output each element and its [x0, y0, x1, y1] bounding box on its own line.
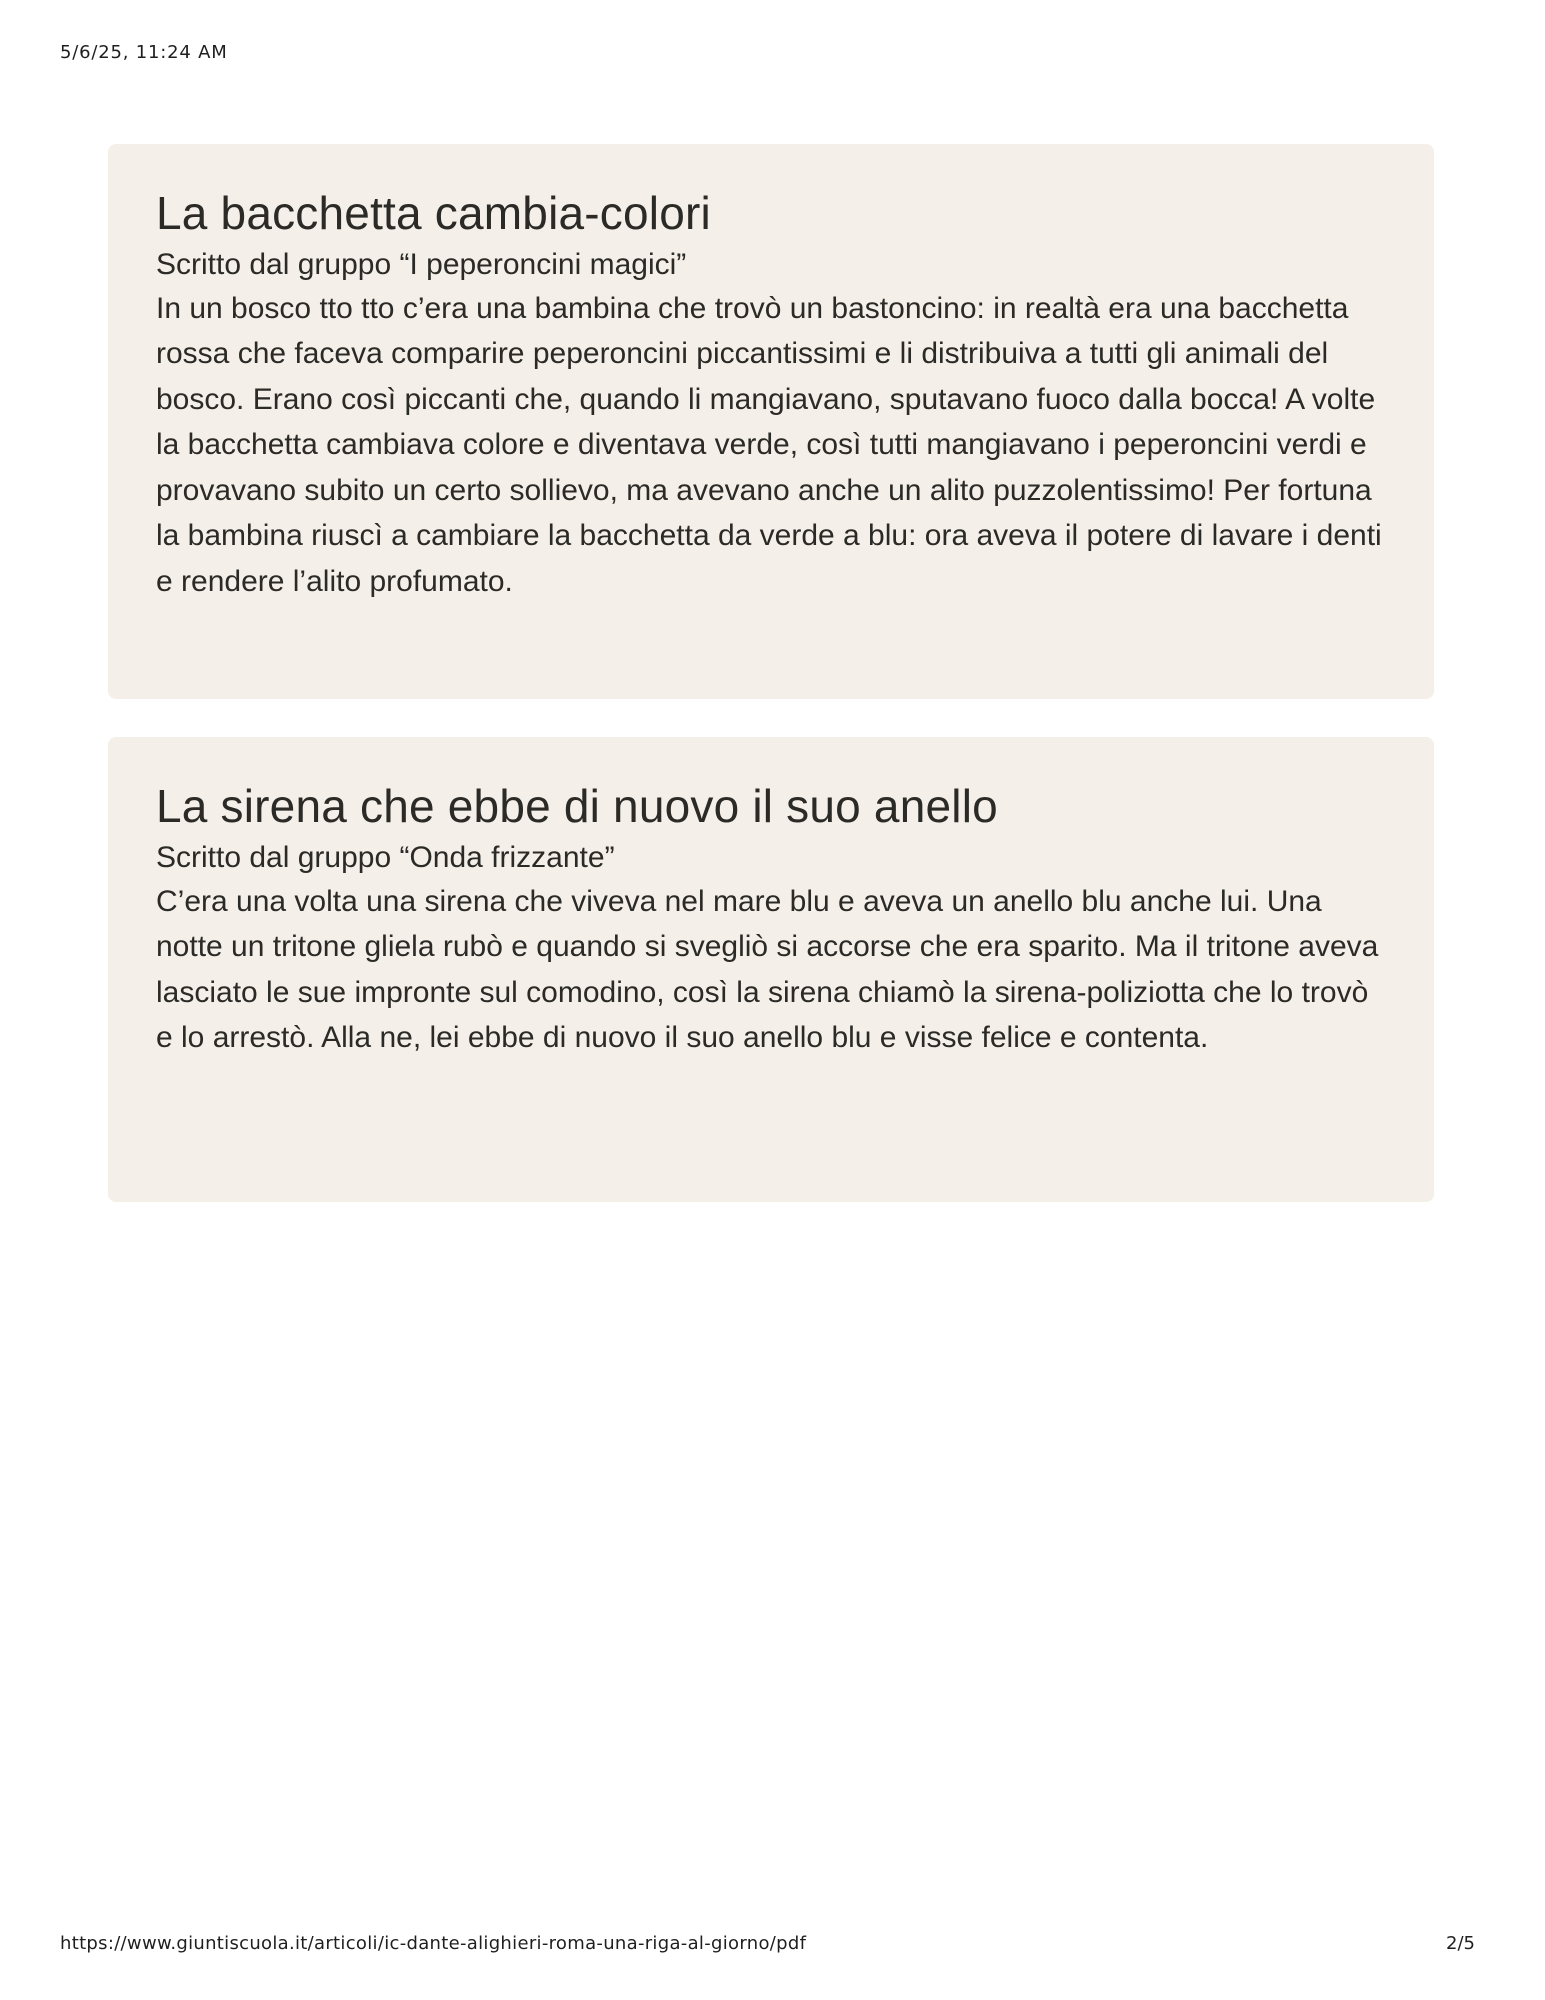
- story-card: [108, 737, 1434, 1202]
- print-footer-url: https://www.giuntiscuola.it/articoli/ic-dante-alighieri-roma-una-riga-al-giorno/pdf: [60, 1933, 807, 1954]
- story-card: [108, 144, 1434, 699]
- story-author: Scritto dal gruppo “I peperoncini magici”: [156, 248, 687, 282]
- story-body: In un bosco tto tto c’era una bambina che trovò un bastoncino: in realtà era una bacchetta rossa che faceva comparire peperoncini piccantissimi e li distribuiva a tutti gli animali del bosco. Erano così piccanti che, quando li mangiavano, sputavano fuoco dalla bocca! A volte la bacchetta cambiava colore e diventava verde, così tutti mangiavano i peperoncini verdi e provavano subito un certo sollievo, ma avevano anche un alito puzzolentissimo! Per fortuna la bambina riuscì a cambiare la bacchetta da verde a blu: ora aveva il potere di lavare i denti e rendere l’alito profumato.: [156, 291, 1382, 598]
- print-page-number: 2/5: [1446, 1933, 1475, 1954]
- story-body: C’era una volta una sirena che viveva nel mare blu e aveva un anello blu anche lui. Una notte un tritone gliela rubò e quando si svegliò si accorse che era sparito. Ma il tritone aveva lasciato le sue impronte sul comodino, così la sirena chiamò la sirena-poliziotta che lo trovò e lo arrestò. Alla ne, lei ebbe di nuovo il suo anello blu e visse felice e contenta.: [156, 884, 1379, 1055]
- story-title: La bacchetta cambia-colori: [156, 187, 711, 239]
- print-timestamp: 5/6/25, 11:24 AM: [60, 42, 228, 63]
- story-author: Scritto dal gruppo “Onda frizzante”: [156, 841, 615, 875]
- story-title: La sirena che ebbe di nuovo il suo anello: [156, 780, 998, 832]
